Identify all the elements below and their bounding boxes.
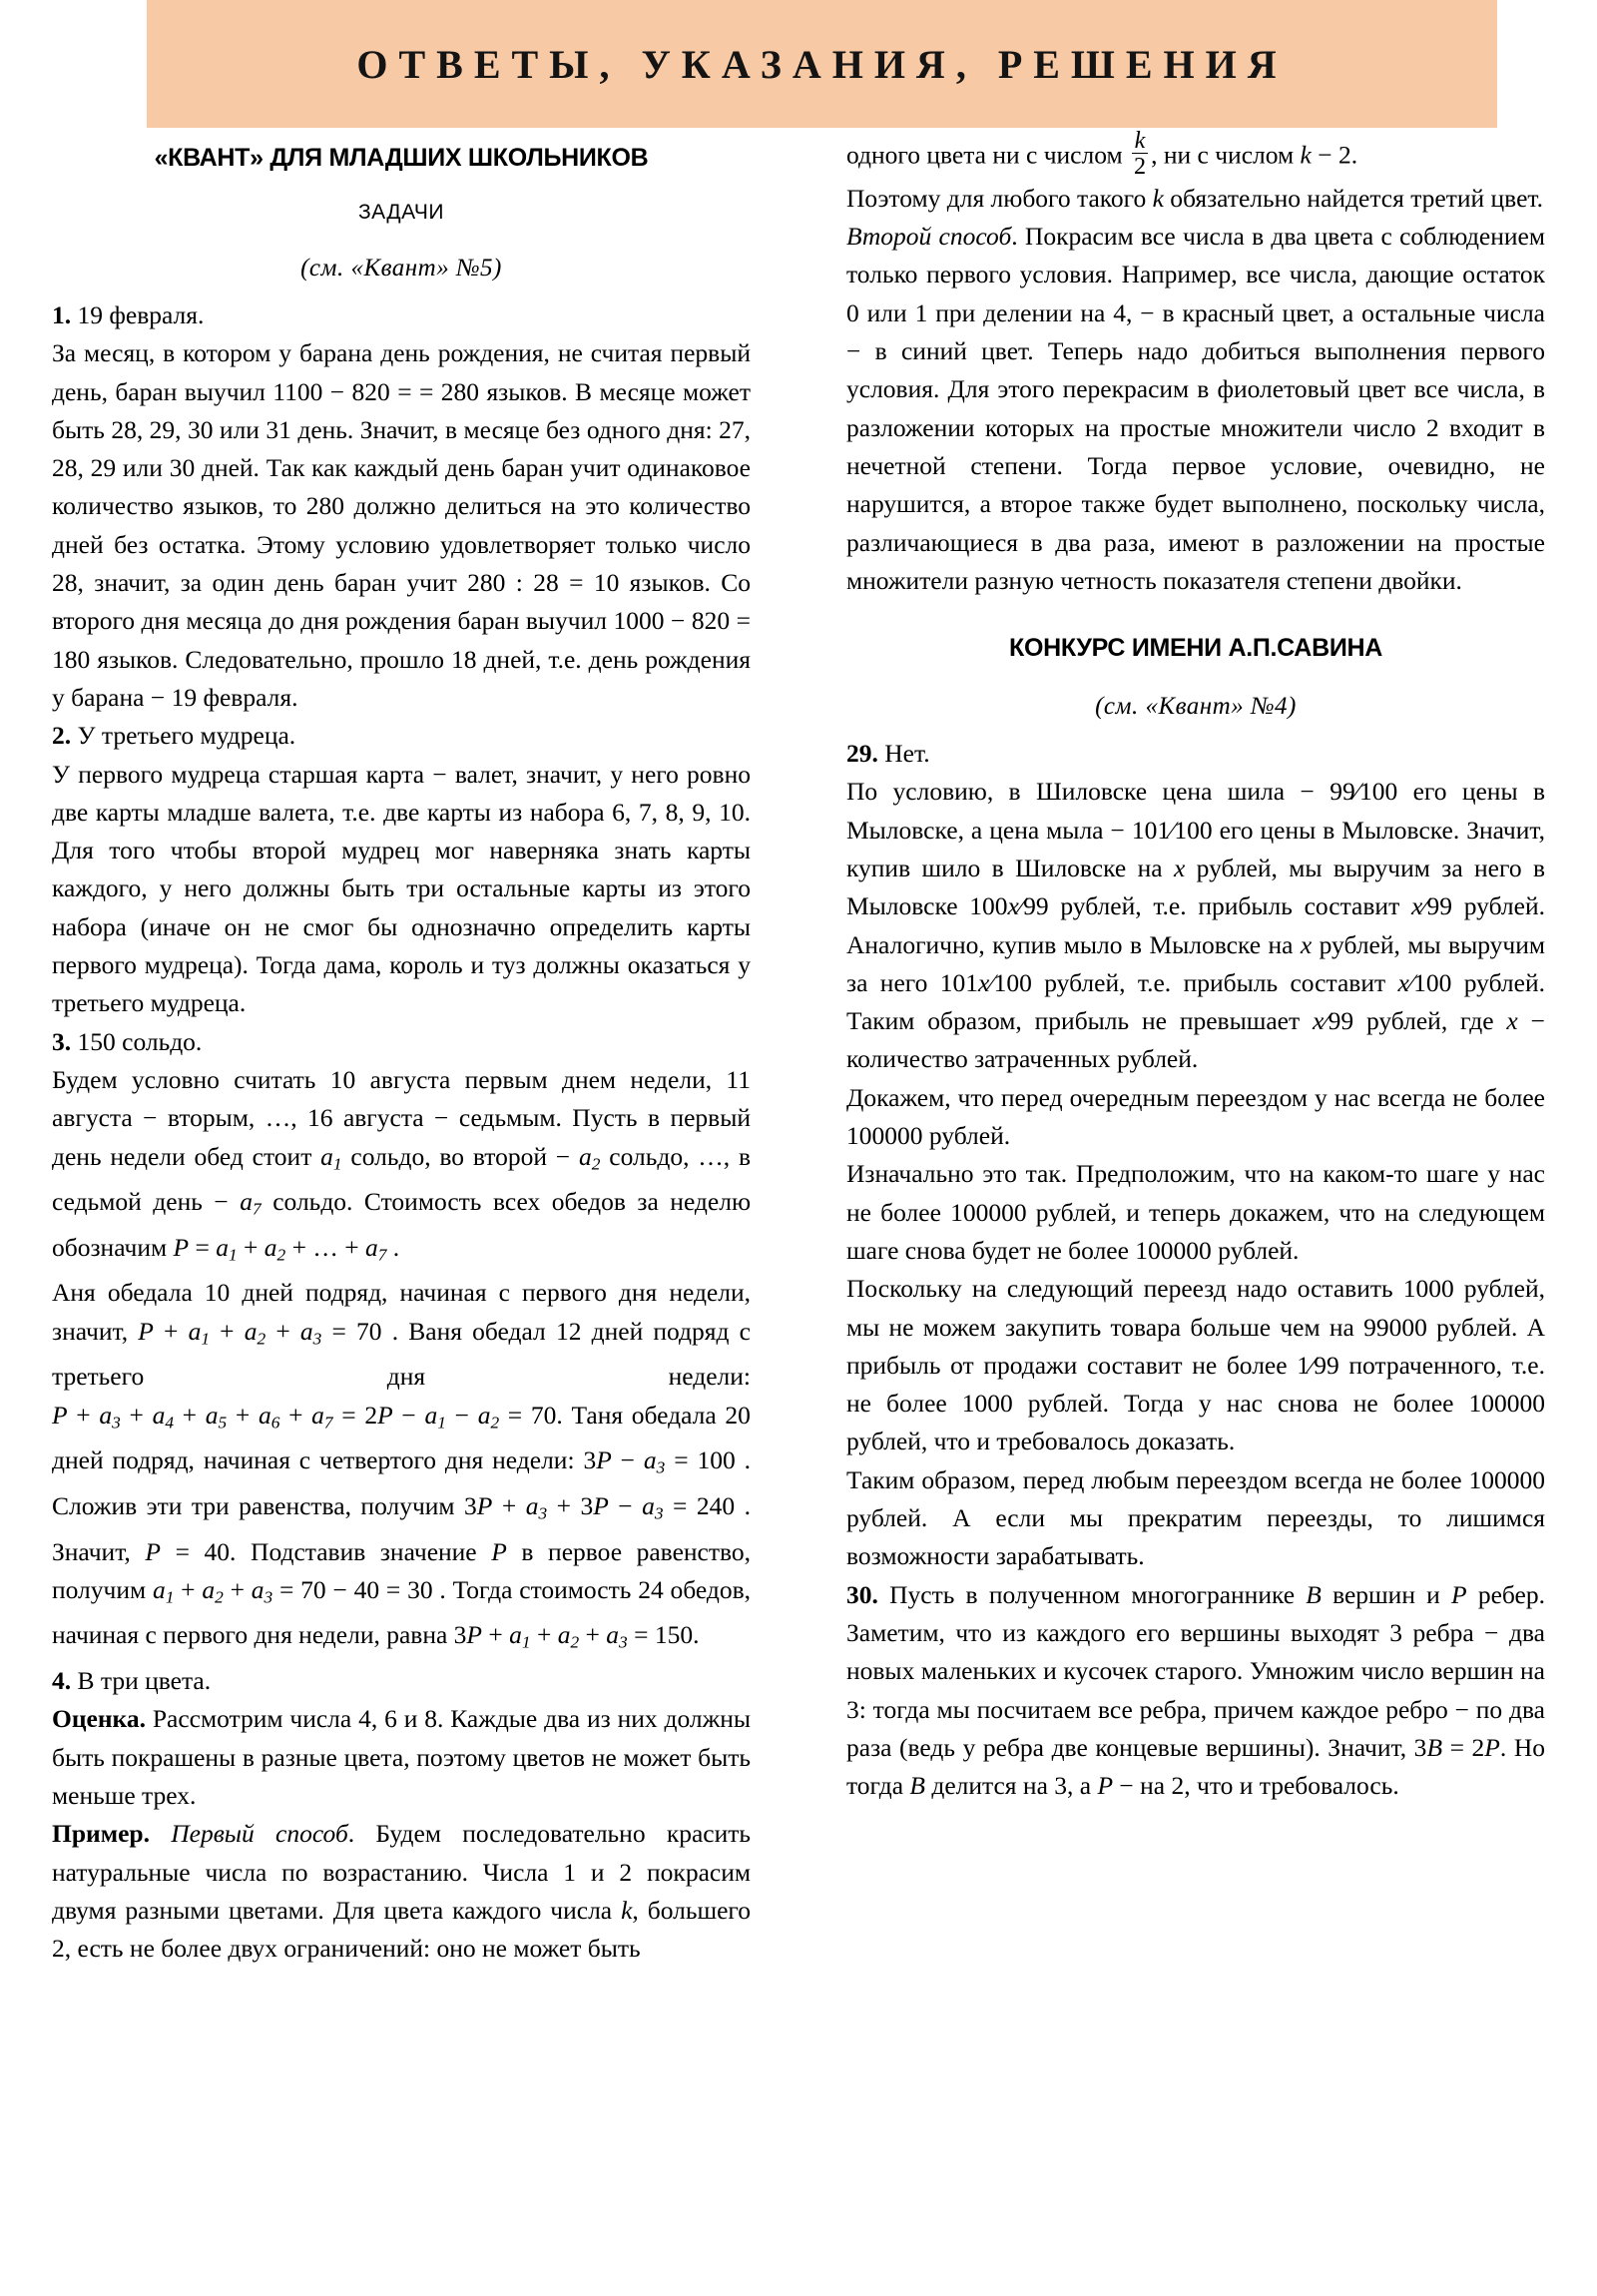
problem-4-estimate: Оценка. Рассмотрим числа 4, 6 и 8. Каждые два из них должны быть покрашены в разные цвета, поэтому цветов не может быть меньше трех. bbox=[52, 1704, 751, 1810]
problem-3-solution-part-1: Будем условно считать 10 августа первым днем недели, 11 августа − вторым, …, 16 августа − седьмым. Пусть в первый день недели обед стоит $a_1$ сольдо, во второй − $a_2$ сольдо, …, в седьмой день − $a_7$ сольдо. Стоимость всех обедов за неделю обозначим $P = a_1 + a_2$ + … + $a_7$ . bbox=[52, 1064, 752, 1265]
problem-30-number: 30. bbox=[846, 1579, 878, 1609]
problem-3-solution-part-2: Аня обедала 10 дней подряд, начиная с первого дня недели, значит, $P + a_1 + a_2 + a_3 = 70$ . Ваня обедал 12 дней подряд с третьего дня недели: $P + a_3 + a_4 + a_5 + a_6 + a_7 = 2P - a_1 - a_2 = 70$. Таня обедала 20 дней подряд, начиная с четвертого дня недели: $3P - a_3 = 100$ . Сложив эти три равенства, получим $3P + a_3 + 3P - a_3 = 240$ . Значит, P = 40. Подставив значение P в первое равенство, получим $a_1 + a_2 + a_3 = 70 - 40 = 30$ . Тогда стоимость 24 обедов, начиная с первого дня недели, равна $3P + a_1 + a_2 + a_3 = 150$. bbox=[52, 1278, 752, 1652]
problem-29-solution-part-1: По условию, в Шиловске цена шила − 99⁄100 его цены в Мыловске, а цена мыла − 101⁄100 его цены в Мыловске. Значит, купив шило в Шиловске на x рублей, мы выручим за него в Мыловске 100x⁄99 рублей, т.е. прибыль составит x⁄99 рублей. Аналогично, купив мыло в Мыловске на x рублей, мы выручим за него 101x⁄100 рублей, т.е. прибыль составит x⁄100 рублей. Таким образом, прибыль не превышает x⁄99 рублей, где x − количество затраченных рублей. bbox=[846, 777, 1546, 1074]
problem-3-answer bbox=[52, 1023, 751, 1061]
problem-29-answer bbox=[846, 735, 1545, 773]
problem-2-answer-text: У третьего мудреца. bbox=[71, 721, 296, 751]
problem-4-answer bbox=[52, 1662, 751, 1700]
section-heading-savin-contest: КОНКУРС ИМЕНИ А.П.САВИНА bbox=[1008, 634, 1382, 663]
fraction-k-over-2: $\frac{k}{2}$ bbox=[1134, 127, 1147, 181]
problem-3-answer-text: 150 сольдо. bbox=[71, 1026, 203, 1056]
problem-4-number: 4. bbox=[52, 1666, 72, 1696]
problem-2-answer bbox=[52, 717, 751, 755]
section-heading-kvant-for-juniors: «КВАНТ» ДЛЯ МЛАДШИХ ШКОЛЬНИКОВ bbox=[154, 144, 649, 172]
left-column bbox=[52, 128, 751, 2296]
problem-3-number: 3. bbox=[52, 1026, 72, 1056]
problem-30-solution: 30. Пусть в полученном многограннике B вершин и P ребер. Заметим, что из каждого его вершины выходят 3 ребра − два новых маленьких и кусочек старого. Умножим число вершин на 3: тогда мы посчитаем все ребра, причем каждое ребро − по два раза (ведь у ребра две концевые вершины). Значит, 3B = 2P. Но тогда B делится на 3, а P − на 2, что и требовалось. bbox=[846, 1579, 1545, 1801]
method-one-label: Первый способ bbox=[171, 1819, 348, 1849]
right-column bbox=[846, 128, 1545, 2296]
reference-line-left: (см. «Квант» №5) bbox=[300, 255, 502, 282]
problem-4-answer-text: В три цвета. bbox=[71, 1666, 212, 1696]
reference-line-right: (см. «Квант» №4) bbox=[1095, 693, 1297, 721]
problem-1-solution: За месяц, в котором у барана день рождения, не считая первый день, баран выучил 1100 − 820 = = 280 языков. В месяце может быть 28, 29, 30 или 31 день. Значит, в месяце без одного дня: 27, 28, 29 или 30 дней. Так как каждый день баран учит одинаковое количество языков, то 280 должно делиться на это количество дней без остатка. Этому условию удовлетворяет только число 28, значит, за один день баран учит 280 : 28 = 10 языков. Со второго дня месяца до дня рождения баран выучил 1000 − 820 = 180 языков. Следовательно, прошло 18 дней, т.е. день рождения у барана − 19 февраля. bbox=[52, 338, 751, 712]
method-two-paragraph: Второй способ. Покрасим все числа в два цвета с соблюдением только первого условия. Например, все числа, дающие остаток 0 или 1 при делении на 4, − в красный цвет, а остальные числа − в синий цвет. Теперь надо добиться выполнения первого условия. Для этого перекрасим в фиолетовый цвет все числа, в разложении которых на простые множители число 2 входит в нечетной степени. Тогда первое условие, очевидно, не нарушится, а второе также будет выполнено, поскольку числа, различающиеся в два раза, имеют в разложении на простые множители разную четность показателя степени двойки. bbox=[846, 222, 1545, 595]
problem-1-answer bbox=[52, 296, 751, 334]
problem-29-solution-part-4: Поскольку на следующий переезд надо оставить 1000 рублей, мы не можем закупить товара больше чем на 99000 рублей. А прибыль от продажи составит не более 1⁄99 потраченного, т.е. не более 1000 рублей. Тогда у нас снова не более 100000 рублей, что и требовалось доказать. bbox=[846, 1274, 1545, 1456]
problem-29-number: 29. bbox=[846, 739, 878, 769]
page-body bbox=[0, 128, 1597, 2296]
problem-1-answer-text: 19 февраля. bbox=[71, 300, 205, 329]
problem-29-solution-part-2: Докажем, что перед очередным переездом у нас всегда не более 100000 рублей. bbox=[846, 1082, 1545, 1151]
example-label: Пример. bbox=[52, 1819, 150, 1849]
method-two-label: Второй способ bbox=[846, 222, 1012, 252]
problem-1-number: 1. bbox=[52, 300, 72, 329]
masthead-banner bbox=[147, 0, 1497, 128]
problem-2-solution: У первого мудреца старшая карта − валет, значит, у него ровно две карты младше валета, т.е. две карты из набора 6, 7, 8, 9, 10. Для того чтобы второй мудрец мог наверняка знать карты каждого, у него должны быть три остальные карты из этого набора (иначе он не смог бы однозначно определить карты первого мудреца). Тогда дама, король и туз должны оказаться у третьего мудреца. bbox=[52, 759, 751, 1018]
problem-4-example: Пример. Первый способ. Будем последовательно красить натуральные числа по возрастанию. Числа 1 и 2 покрасим двумя разными цветами. Для цвета каждого числа k, большего 2, есть не более двух ограничений: оно не может быть bbox=[52, 1819, 752, 1964]
problem-29-solution-part-5: Таким образом, перед любым переездом всегда не более 100000 рублей. А если мы прекратим переезды, то лишимся возможности зарабатывать. bbox=[846, 1464, 1545, 1571]
continued-paragraph-2: Поэтому для любого такого k обязательно найдется третий цвет. bbox=[846, 183, 1543, 213]
page-title: ОТВЕТЫ, УКАЗАНИЯ, РЕШЕНИЯ bbox=[356, 41, 1288, 87]
estimate-label: Оценка. bbox=[52, 1704, 146, 1734]
sub-heading-problems: ЗАДАЧИ bbox=[357, 201, 445, 224]
problem-2-number: 2. bbox=[52, 721, 72, 751]
problem-29-answer-text: Нет. bbox=[877, 739, 930, 769]
problem-29-solution-part-3: Изначально это так. Предположим, что на каком-то шаге у нас не более 100000 рублей, и теперь докажем, что на следующем шаге снова будет не более 100000 рублей. bbox=[846, 1159, 1545, 1265]
continued-paragraph-1: одного цвета ни с числом $\frac{k}{2}$ , ни с числом k − 2. bbox=[846, 127, 1358, 181]
